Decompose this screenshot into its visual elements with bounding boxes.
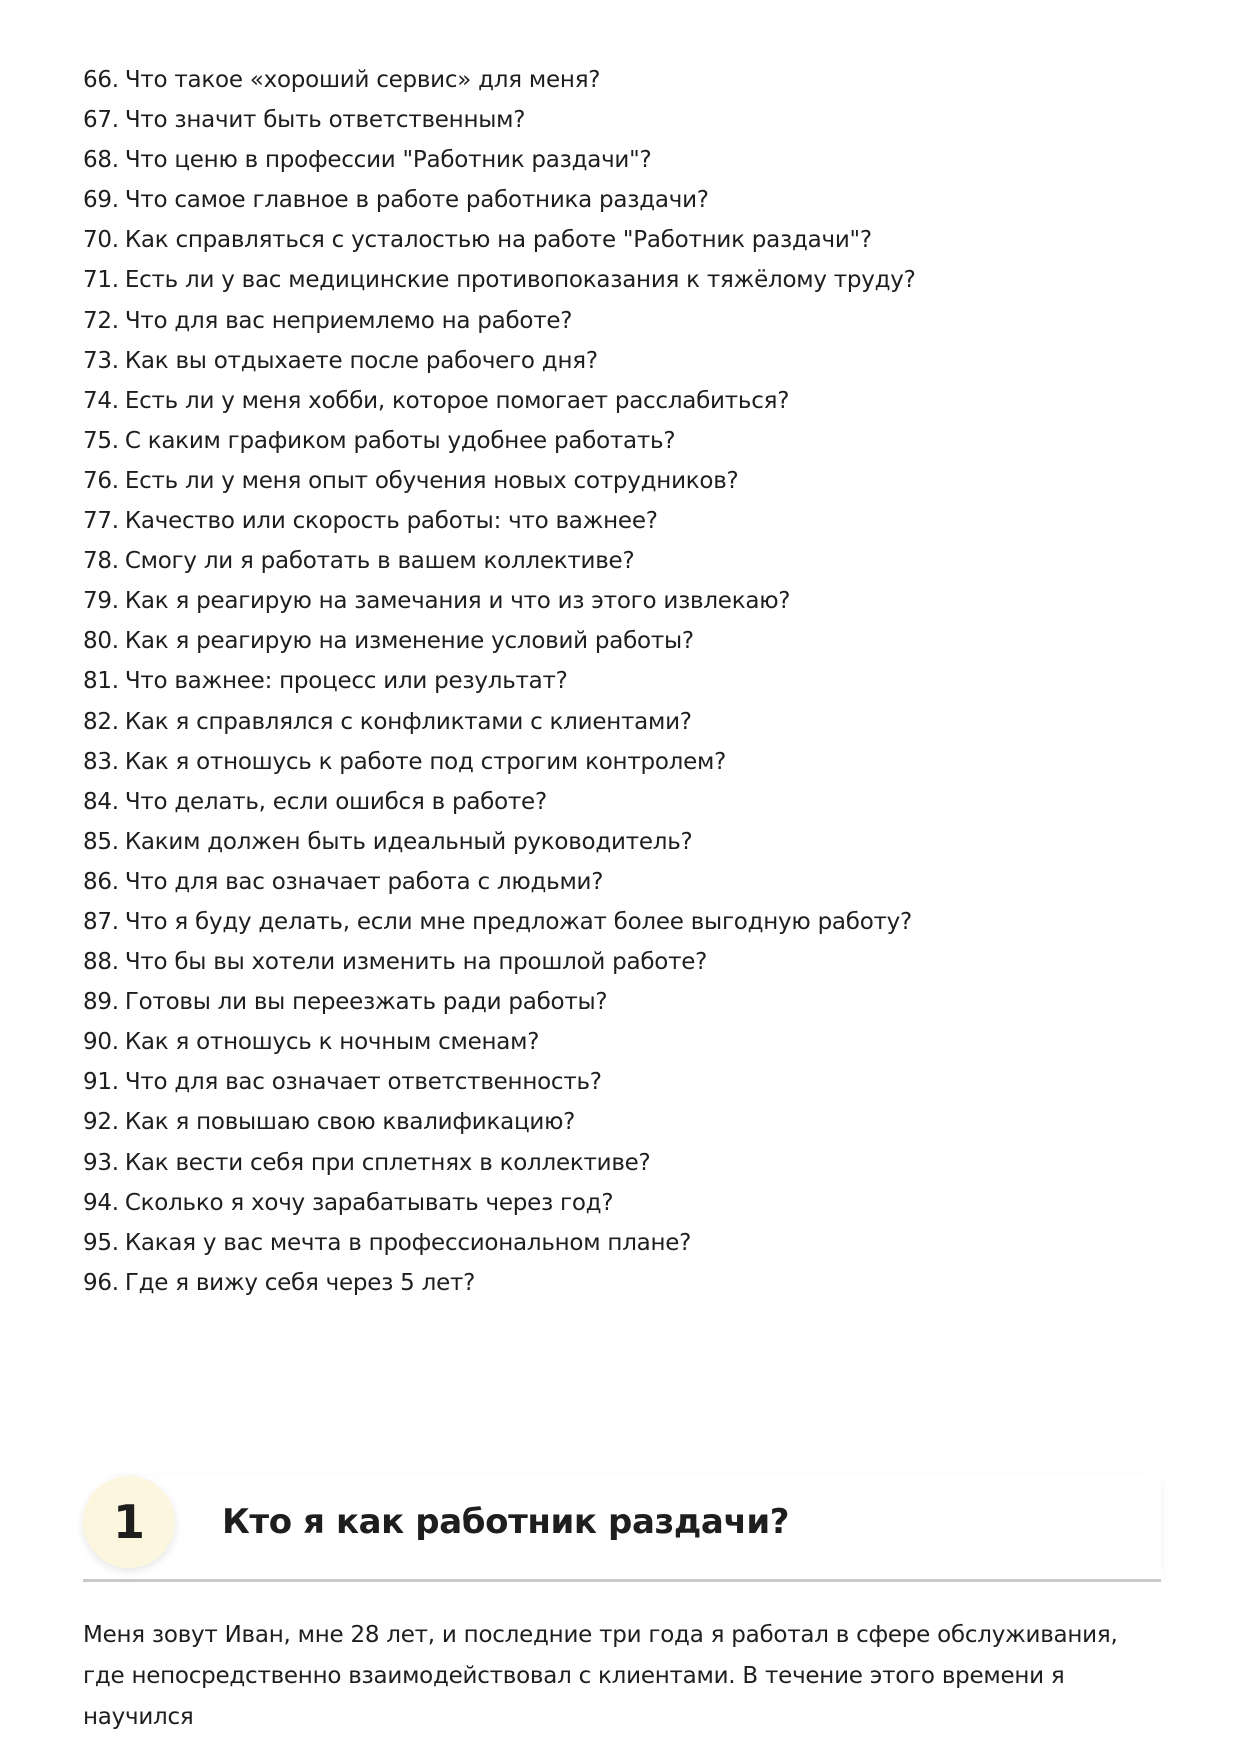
- question-item: [83, 581, 1163, 621]
- question-text: Где я вижу себя через 5 лет?: [124, 1269, 476, 1296]
- question-text: Есть ли у вас медицинские противопоказания к тяжёлому труду?: [124, 267, 916, 294]
- question-text: Есть ли у меня хобби, которое помогает расслабиться?: [124, 387, 790, 414]
- question-item: [83, 661, 1163, 701]
- question-text: Есть ли у меня опыт обучения новых сотрудников?: [124, 467, 739, 494]
- question-text: Что ценю в профессии "Работник раздачи"?: [124, 147, 652, 174]
- question-item: [83, 1143, 1163, 1183]
- question-text: Как я повышаю свою квалификацию?: [124, 1109, 576, 1136]
- section-number-badge: 1: [83, 1476, 175, 1568]
- question-item: [83, 341, 1163, 381]
- question-number: 79.: [83, 588, 119, 615]
- question-text: Как я реагирую на изменение условий работы?: [124, 628, 694, 655]
- question-number: 70.: [83, 227, 119, 254]
- question-item: [83, 621, 1163, 661]
- question-text: Что бы вы хотели изменить на прошлой работе?: [124, 949, 708, 976]
- question-item: [83, 702, 1163, 742]
- question-text: Что для вас означает работа с людьми?: [124, 868, 604, 895]
- question-item: [83, 1022, 1163, 1062]
- question-item: [83, 220, 1163, 260]
- question-number: 91.: [83, 1069, 119, 1096]
- question-text: Каким должен быть идеальный руководитель?: [124, 828, 693, 855]
- question-number: 73.: [83, 347, 119, 374]
- question-item: [83, 1223, 1163, 1263]
- question-text: Как вести себя при сплетнях в коллективе?: [124, 1149, 651, 1176]
- question-number: 77.: [83, 508, 119, 535]
- question-item: [83, 1062, 1163, 1102]
- question-item: [83, 782, 1163, 822]
- question-item: [83, 1183, 1163, 1223]
- question-number: 85.: [83, 828, 119, 855]
- question-number: 93.: [83, 1149, 119, 1176]
- question-item: [83, 140, 1163, 180]
- question-number: 82.: [83, 708, 119, 735]
- question-text: Что важнее: процесс или результат?: [124, 668, 568, 695]
- question-number: 94.: [83, 1189, 119, 1216]
- question-text: Как вы отдыхаете после рабочего дня?: [124, 347, 598, 374]
- question-number: 89.: [83, 989, 119, 1016]
- question-text: Что я буду делать, если мне предложат более выгодную работу?: [124, 908, 912, 935]
- question-item: [83, 421, 1163, 461]
- question-number: 95.: [83, 1229, 119, 1256]
- question-item: [83, 1102, 1163, 1142]
- question-number: 66.: [83, 67, 119, 93]
- question-number: 78.: [83, 548, 119, 575]
- question-text: Что значит быть ответственным?: [124, 107, 526, 134]
- question-item: [83, 902, 1163, 942]
- question-item: [83, 742, 1163, 782]
- question-item: [83, 541, 1163, 581]
- question-number: 90.: [83, 1029, 119, 1056]
- question-text: Что для вас неприемлемо на работе?: [124, 307, 573, 334]
- question-number: 75.: [83, 427, 119, 454]
- question-item: [83, 301, 1163, 341]
- question-item: [83, 60, 1163, 100]
- question-text: С каким графиком работы удобнее работать?: [124, 427, 676, 454]
- question-text: Что для вас означает ответственность?: [124, 1069, 602, 1096]
- section-title: Кто я как работник раздачи?: [222, 1502, 790, 1542]
- question-number: 86.: [83, 868, 119, 895]
- question-item: [83, 822, 1163, 862]
- question-text: Как справляться с усталостью на работе "Работник раздачи"?: [124, 227, 872, 254]
- question-number: 87.: [83, 908, 119, 935]
- question-text: Как я отношусь к работе под строгим контролем?: [124, 748, 727, 775]
- question-list: [83, 60, 1163, 1303]
- question-item: [83, 100, 1163, 140]
- question-number: 72.: [83, 307, 119, 334]
- question-number: 68.: [83, 147, 119, 174]
- question-item: [83, 1263, 1163, 1303]
- question-number: 96.: [83, 1269, 119, 1296]
- question-number: 76.: [83, 467, 119, 494]
- question-text: Как я реагирую на замечания и что из этого извлекаю?: [124, 588, 791, 615]
- question-text: Смогу ли я работать в вашем коллективе?: [124, 548, 635, 575]
- question-number: 69.: [83, 187, 119, 214]
- question-number: 84.: [83, 788, 119, 815]
- question-text: Как я отношусь к ночным сменам?: [124, 1029, 540, 1056]
- question-text: Готовы ли вы переезжать ради работы?: [124, 989, 608, 1016]
- question-number: 83.: [83, 748, 119, 775]
- question-text: Что такое «хороший сервис» для меня?: [124, 67, 601, 93]
- question-text: Как я справлялся с конфликтами с клиентами?: [124, 708, 692, 735]
- question-item: [83, 381, 1163, 421]
- question-number: 80.: [83, 628, 119, 655]
- question-number: 88.: [83, 949, 119, 976]
- question-item: [83, 862, 1163, 902]
- section-header: [83, 1476, 1161, 1582]
- question-number: 74.: [83, 387, 119, 414]
- question-item: [83, 260, 1163, 300]
- question-text: Что самое главное в работе работника раздачи?: [124, 187, 709, 214]
- question-item: [83, 461, 1163, 501]
- question-item: [83, 982, 1163, 1022]
- section-body-text: Меня зовут Иван, мне 28 лет, и последние три года я работал в сфере обслуживания, где непосредственно взаимодействовал с клиентами. В течение этого времени я научился: [83, 1622, 1118, 1730]
- question-item: [83, 942, 1163, 982]
- question-text: Какая у вас мечта в профессиональном плане?: [124, 1229, 692, 1256]
- question-item: [83, 180, 1163, 220]
- question-text: Что делать, если ошибся в работе?: [124, 788, 547, 815]
- question-number: 92.: [83, 1109, 119, 1136]
- question-text: Качество или скорость работы: что важнее?: [124, 508, 658, 535]
- question-number: 81.: [83, 668, 119, 695]
- question-number: 67.: [83, 107, 119, 134]
- question-number: 71.: [83, 267, 119, 294]
- question-text: Сколько я хочу зарабатывать через год?: [124, 1189, 614, 1216]
- question-item: [83, 501, 1163, 541]
